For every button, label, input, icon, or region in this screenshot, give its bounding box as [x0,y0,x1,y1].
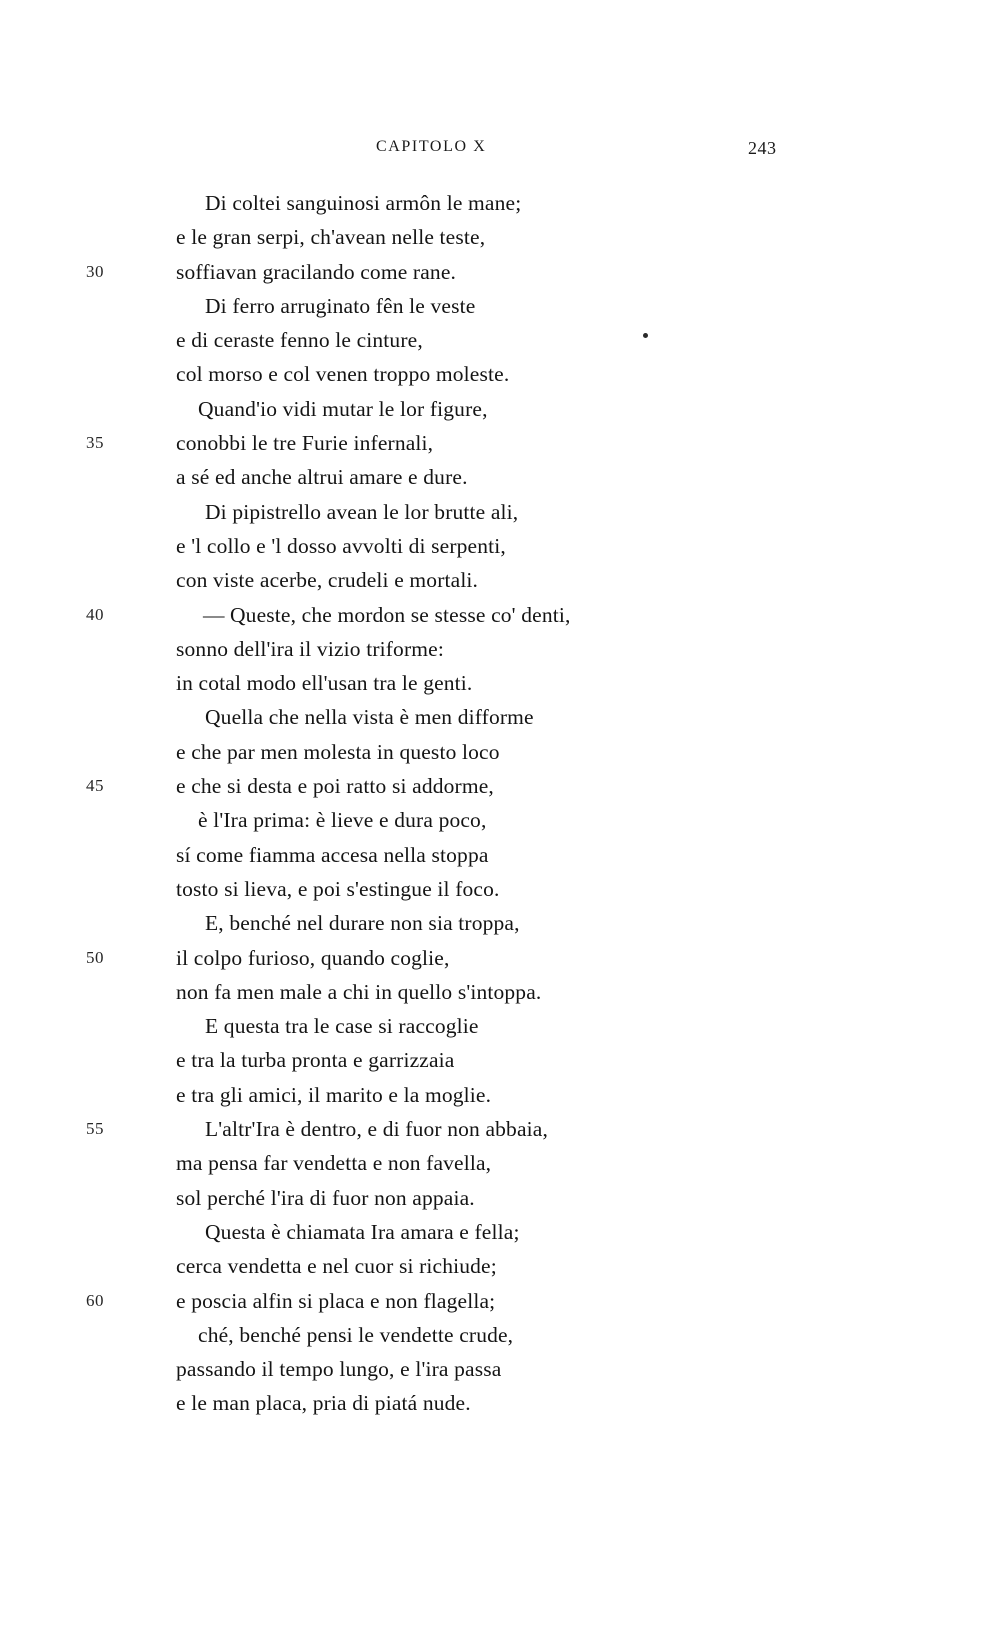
verse-text: è l'Ira prima: è lieve e dura poco, [198,808,487,833]
verse-text: Quand'io vidi mutar le lor figure, [198,396,488,421]
verse-text: ma pensa far vendetta e non favella, [176,1151,492,1176]
verse-text: Di ferro arruginato fên le veste [205,293,476,318]
verse-line [0,975,1008,1009]
verse-line [0,803,1008,837]
verse-line [0,906,1008,940]
verse-line [0,632,1008,666]
verse-line [0,529,1008,563]
verse-line [0,426,1008,460]
verse-line [0,769,1008,803]
verse-text: soffiavan gracilando come rane. [176,259,457,284]
verse-line [0,872,1008,906]
verse-line [0,1284,1008,1318]
verse-line [0,460,1008,494]
verse-text: Quella che nella vista è men difforme [205,705,534,730]
verse-line [0,1318,1008,1352]
verse-line [0,392,1008,426]
verse-text: e 'l collo e 'l dosso avvolti di serpenti, [176,533,506,558]
line-number: 40 [86,604,104,624]
verse-text: in cotal modo ell'usan tra le genti. [176,671,473,696]
line-number: 50 [86,947,104,967]
verse-line [0,598,1008,632]
em-dash-mark: — [203,602,225,627]
verse-text: sonno dell'ira il vizio triforme: [176,636,444,661]
page-number: 243 [748,138,777,158]
verse-line [0,323,1008,357]
verse-line [0,1146,1008,1180]
verse-line [0,1352,1008,1386]
verse-line [0,735,1008,769]
verse-line [0,563,1008,597]
poem-body [0,186,1008,1421]
verse-text: conobbi le tre Furie infernali, [176,431,434,456]
verse-line [0,357,1008,391]
verse-line [0,700,1008,734]
verse-text: e poscia alfin si placa e non flagella; [176,1288,496,1313]
verse-text: e che si desta e poi ratto si addorme, [176,774,494,799]
verse-text: Di coltei sanguinosi armôn le mane; [205,191,522,215]
verse-text: sí come fiamma accesa nella stoppa [176,842,489,867]
verse-text: e di ceraste fenno le cinture, [176,328,423,353]
verse-text: con viste acerbe, crudeli e mortali. [176,568,479,593]
verse-text: passando il tempo lungo, e l'ira passa [176,1357,502,1382]
verse-text: cerca vendetta e nel cuor si richiude; [176,1254,497,1279]
verse-text: e tra gli amici, il marito e la moglie. [176,1082,492,1107]
running-head [0,138,1008,160]
verse-line [0,1215,1008,1249]
verse-line [0,1181,1008,1215]
verse-text: E questa tra le case si raccoglie [205,1014,479,1039]
verse-line [0,289,1008,323]
verse-text: a sé ed anche altrui amare e dure. [176,465,468,490]
verse-line [0,666,1008,700]
verse-line [0,255,1008,289]
line-number: 45 [86,776,104,796]
chapter-title: CAPITOLO X [376,138,487,155]
verse-text: ché, benché pensi le vendette crude, [198,1322,514,1347]
verse-line [0,1009,1008,1043]
line-number: 55 [86,1119,104,1139]
verse-line [0,495,1008,529]
verse-text: L'altr'Ira è dentro, e di fuor non abbaia, [205,1117,548,1142]
verse-text: e tra la turba pronta e garrizzaia [176,1048,455,1073]
line-number: 35 [86,433,104,453]
verse-text: Di pipistrello avean le lor brutte ali, [205,499,519,524]
verse-text: col morso e col venen troppo moleste. [176,362,510,387]
verse-line [0,1112,1008,1146]
verse-text: tosto si lieva, e poi s'estingue il foco. [176,876,500,901]
line-number: 30 [86,261,104,281]
verse-text: non fa men male a chi in quello s'intoppa. [176,979,542,1004]
verse-line [0,838,1008,872]
line-number: 60 [86,1290,104,1310]
verse-text: e le gran serpi, ch'avean nelle teste, [176,225,486,250]
verse-text: sol perché l'ira di fuor non appaia. [176,1185,475,1210]
verse-line [0,941,1008,975]
verse-text: il colpo furioso, quando coglie, [176,945,450,970]
verse-text: Queste, che mordon se stesse co' denti, [230,602,571,627]
verse-text: E, benché nel durare non sia troppa, [205,911,520,936]
verse-line [0,1386,1008,1420]
verse-text: e le man placa, pria di piatá nude. [176,1391,471,1416]
verse-line [0,1043,1008,1077]
verse-text: e che par men molesta in questo loco [176,739,500,764]
verse-line [0,1078,1008,1112]
verse-line [0,186,1008,220]
verse-line [0,1249,1008,1283]
verse-text: Questa è chiamata Ira amara e fella; [205,1219,520,1244]
verse-line [0,220,1008,254]
